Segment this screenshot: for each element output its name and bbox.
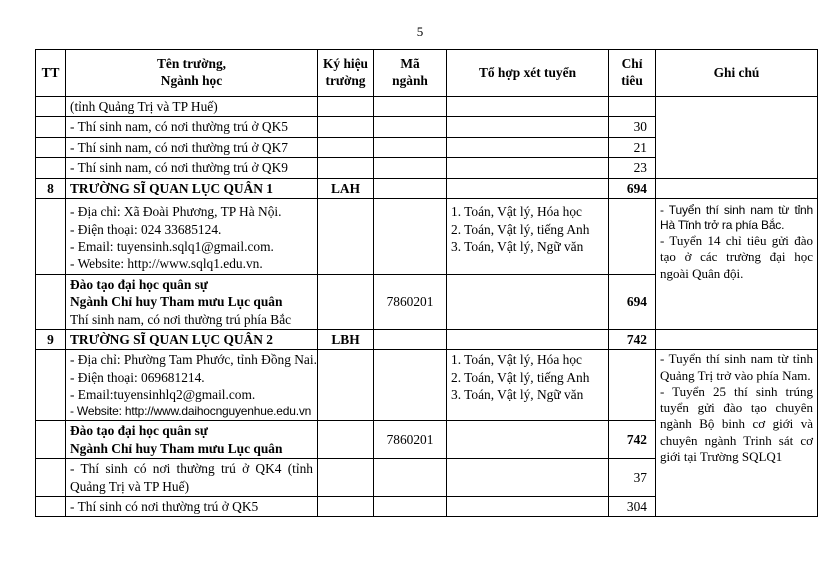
- school-note: [656, 350, 818, 517]
- program-major-code: 7860201: [374, 274, 447, 329]
- program-major: Ngành Chỉ huy Tham mưu Lục quân: [70, 294, 283, 310]
- school-quota: 742: [609, 330, 656, 350]
- school-tt: 9: [36, 330, 66, 350]
- program-info: [66, 274, 318, 329]
- combo-item: 1. Toán, Vật lý, Hóa học: [451, 204, 582, 220]
- combo-item: 2. Toán, Vật lý, tiếng Anh: [451, 221, 590, 237]
- school-info-row: [36, 199, 818, 275]
- combo-item: 3. Toán, Vật lý, Ngữ văn: [451, 238, 584, 254]
- header-note: Ghi chú: [656, 50, 818, 97]
- header-quota-line2: tiêu: [621, 73, 643, 88]
- combo-item: 3. Toán, Vật lý, Ngữ văn: [451, 387, 584, 403]
- row-quota: 304: [609, 497, 656, 517]
- continuation-text: (tỉnh Quảng Trị và TP Huế): [66, 97, 318, 117]
- school-info-row: [36, 350, 818, 421]
- note-line: - Tuyển thí sinh nam từ tỉnh Quảng Trị trở vào phía Nam.: [660, 351, 813, 383]
- school-tt: 8: [36, 178, 66, 198]
- school-code: LBH: [318, 330, 374, 350]
- note-line: - Tuyển 14 chỉ tiêu gửi đào tạo ở các trường đại học ngoài Quân đội.: [660, 233, 813, 281]
- header-code-line1: Ký hiệu: [322, 56, 369, 72]
- header-school-code: [318, 50, 374, 97]
- row-quota: 37: [609, 459, 656, 497]
- header-row: [36, 50, 818, 97]
- school-code: LAH: [318, 178, 374, 198]
- header-major-line2: ngành: [392, 73, 428, 88]
- header-tt: TT: [36, 50, 66, 97]
- school-website: - Website: http://www.sqlq1.edu.vn.: [70, 256, 263, 272]
- combo-list: [447, 350, 609, 421]
- header-code-line2: trường: [325, 73, 366, 88]
- school-note: [656, 199, 818, 330]
- header-quota-line1: Chỉ: [621, 56, 643, 72]
- school-phone: - Điện thoại: 024 33685124.: [70, 221, 222, 237]
- school-info: [66, 350, 318, 421]
- admission-table: [35, 49, 818, 517]
- school-address: - Địa chỉ: Phường Tam Phước, tỉnh Đồng Nai.: [70, 352, 317, 368]
- program-info: [66, 421, 318, 459]
- page-number: 5: [416, 24, 424, 39]
- header-major-line1: Mã: [400, 56, 420, 72]
- row-quota: 23: [609, 158, 656, 178]
- header-quota: [609, 50, 656, 97]
- school-address: - Địa chỉ: Xã Đoài Phương, TP Hà Nội.: [70, 204, 282, 220]
- school-name: TRƯỜNG SĨ QUAN LỤC QUÂN 1: [66, 178, 318, 198]
- row-label: - Thí sinh có nơi thường trú ở QK4 (tỉnh Quảng Trị và TP Huế): [66, 459, 318, 497]
- program-major-code: 7860201: [374, 421, 447, 459]
- note-line: - Tuyển 25 thí sinh trúng tuyển gửi đào tạo chuyên ngành Bộ binh cơ giới và chuyên ngành Trinh sát cơ giới tại Trường SQLQ1: [660, 383, 813, 464]
- row-quota: 30: [609, 117, 656, 137]
- header-school-line1: Tên trường,: [156, 56, 226, 72]
- header-combo: Tổ hợp xét tuyển: [447, 50, 609, 97]
- program-quota: 694: [609, 274, 656, 329]
- combo-list: [447, 199, 609, 275]
- school-email: - Email:tuyensinhlq2@gmail.com.: [70, 387, 256, 403]
- row-label: - Thí sinh nam, có nơi thường trú ở QK9: [66, 158, 318, 178]
- school-row: [36, 178, 818, 198]
- header-major-code: [374, 50, 447, 97]
- school-name: TRƯỜNG SĨ QUAN LỤC QUÂN 2: [66, 330, 318, 350]
- program-major: Ngành Chỉ huy Tham mưu Lục quân: [70, 440, 283, 456]
- row-label: - Thí sinh có nơi thường trú ở QK5: [66, 497, 318, 517]
- program-title: Đào tạo đại học quân sự: [70, 276, 208, 292]
- school-phone: - Điện thoại: 069681214.: [70, 369, 205, 385]
- row-quota: 21: [609, 137, 656, 157]
- program-title: Đào tạo đại học quân sự: [70, 423, 208, 439]
- header-school-line2: Ngành học: [160, 73, 223, 88]
- school-website: - Website: http://www.daihocnguyenhue.edu.vn: [70, 403, 312, 418]
- program-target: Thí sinh nam, có nơi thường trú phía Bắc: [70, 311, 292, 327]
- school-quota: 694: [609, 178, 656, 198]
- note-line: - Tuyển thí sinh nam từ tỉnh Hà Tĩnh trở ra phía Bắc.: [660, 203, 813, 233]
- header-school: [66, 50, 318, 97]
- program-quota: 742: [609, 421, 656, 459]
- row-label: - Thí sinh nam, có nơi thường trú ở QK7: [66, 137, 318, 157]
- school-info: [66, 199, 318, 275]
- school-row: [36, 330, 818, 350]
- combo-item: 1. Toán, Vật lý, Hóa học: [451, 352, 582, 368]
- school-email: - Email: tuyensinh.sqlq1@gmail.com.: [70, 238, 274, 254]
- table-row: [36, 97, 818, 117]
- row-label: - Thí sinh nam, có nơi thường trú ở QK5: [66, 117, 318, 137]
- combo-item: 2. Toán, Vật lý, tiếng Anh: [451, 369, 590, 385]
